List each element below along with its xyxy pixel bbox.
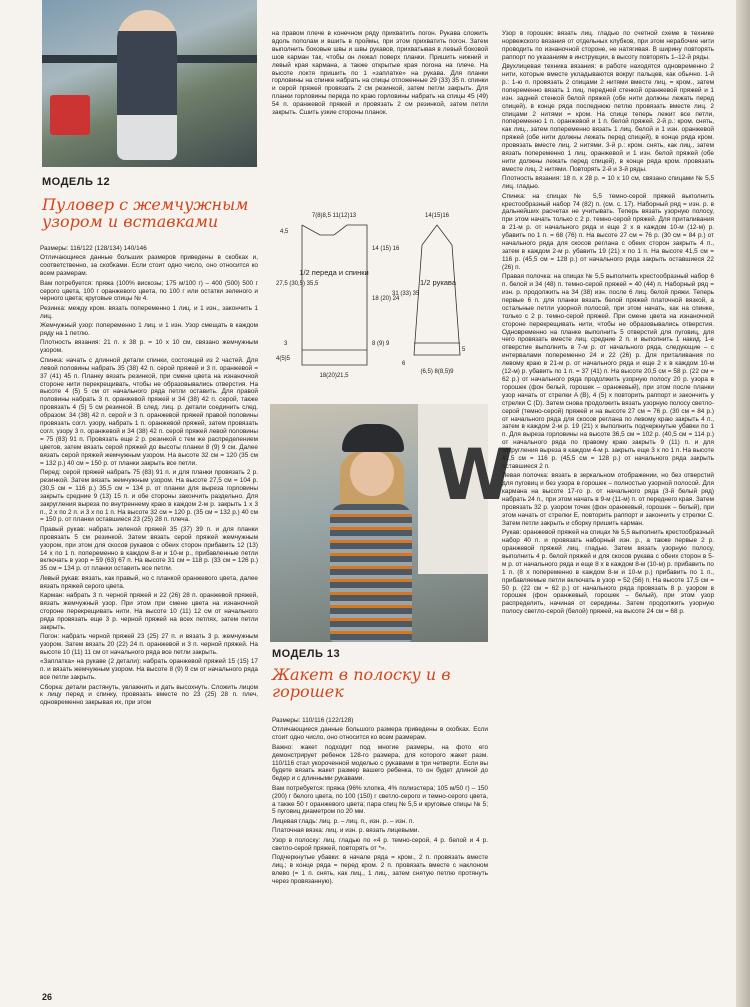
m13-sizes-note: Отличающиеся данные большого размера приведены в скобках. Если стоит одно число, оно относится ко всем размерам. (272, 726, 488, 742)
photo-wall (418, 404, 514, 574)
body-label: 1/2 переда и спинки (299, 268, 369, 277)
model13-instructions-cont (502, 30, 714, 995)
body-outline (302, 225, 367, 365)
m12-patch: «Заплатка» на рукаве (2 детали): набрать оранжевой пряжей 15 (15) 17 п. и вязать жемчужным узором. На высоте 8 (9) 9 см от начального ряда все петли закрыть. (40, 658, 258, 682)
dim-rib2: 4(5)5 (276, 356, 291, 362)
model13-header: МОДЕЛЬ 13 (272, 648, 341, 660)
m13-right-front: Правая полочка: на спицах № 5,5 выполнить крестообразный набор 6 п. белой и 34 (48) п. темно-серой пряжей = 40 (44) п. Наборный ряд = изн. р. продолжить на 34 (38) изн. после 6 лиц. белой пряжи. Теперь первые 6 п. для планки вязать белой пряжей платочной вязкой, а остальные петли узорной полосой, при этом начать, как на спинке, только с 2 р. темно-серой пряжей. При смене цвета на изнаночной стороне перекрещивать нити, чтобы не образовывались отверстия. Одновременно на планке выполнить 5 отверстий для пуговиц, для чего провязать вместе лиц. средние 2 п. и выполнить 1 накид. 1-е отверстие выполнить в 7-м р. от начального ряда, следующие – с интервалами попеременно 24 и 22 (26) р. Для приталивания по левому краю в 21-м р. от начального ряда и еще 2 x в каждом 10-м (12-м) р. убавить по 1 п. = 37 (41) п. На высоте 20,5 см = 58 р. (22 см = 62 р.) от начального ряда продолжить узорную полосу 20 р. узора в горошек (фон белый, горошек – оранжевый), при этом после планки узор начать от стрелки A (B), 4 (5) x повторить раппорт и закончить у стрелки C (D). Затем снова продолжить вязать узорную полосу светло-серой (темно-серой) пряжей и на высоте 27 см = 76 р. (30 см = 84 р.) от начального ряда для скосов реглана по левому краю закрыть 4 п., затем в каждом 2-м р. 19 (21) x выполнить подчеркнутые убавки по 1 п. Для выреза горловины на высоте 36,5 см = 102 р. (40,5 см = 114 р.) от начального ряда по правому краю закрыть 9 (11) п. и для закругления выреза в каждом 4-м р. закрыть еще 3 x по 1 п. На высоте 41,5 см = 116 р. (45,5 см = 128 р.) от начального ряда закрыть оставшиеся 2 п. (502, 273, 714, 470)
m12-materials: Вам потребуется: пряжа (100% вискозы; 175 м/100 г) – 400 (500) 500 г серого цвета, 100 г оранжевого цвета, по 100 г или остатки зеленого и черного цвета; круговые спицы № 4. (40, 279, 258, 303)
m13-stockinette: Лицевая гладь: лиц. р. – лиц. п., изн. р. – изн. п. (272, 817, 415, 825)
model13-instructions (272, 717, 488, 992)
kid-face (350, 450, 394, 496)
m13-materials: Вам потребуется: пряжа (96% хлопка, 4% полиэстера; 105 м/50 г) – 150 (200) г белого цвета, по 100 (150) г светло-серого и темно-серого цвета, а также 50 г оранжевого цвета; пара спиц № 5,5 и круговые спицы № 5; 5 пуговиц диаметром по 20 мм. (272, 784, 488, 816)
dim-rib1: 3 (284, 341, 288, 347)
sleeve-outline (414, 225, 460, 355)
m13-twocolor: Двухлицевая техника вязания: в работе находятся одновременно 2 нити, которые вместе укладываются вокруг пальцев, как обычно. 1-й р.: 1-ю п. провязать 2 спицами 2 нитями вместе лиц. = кром., затем попеременно вязать 1 лиц. передней стенкой оранжевой пряжей и 1 изн. задней стенкой белой пряжей (обе нити должны лежать перед спицей), в конце ряда последнюю петлю провязать вместе лиц. 2 спицами 2 нитями = кром. На спице теперь лежит все петли, попеременно 1 п. оранжевой и 1 п. белой пряжей. 2-й р.: кром. снять, как лиц., затем попеременно вязать 1 лиц. белой и 1 изн. оранжевой пряжей (обе нити должны лежать перед спицей), в конце ряда кром. провязать вместе лиц. 2 нитями. 3-й р.: кром. снять, как лиц., затем вязать попеременно 1 лиц. оранжевой и 1 изн. белой пряжей (обе нити должны лежать перед спицей), в конце ряда кром. провязать вместе лиц. 2 нитями. Повторять 2-й и 3-й ряды. (502, 63, 714, 173)
m12-pocket: Карман: набрать 3 п. черной пряжей и 22 (26) 28 п. оранжевой пряжей, вязать жемчужный узор. При этом при смене цвета на изнаночной стороне перекрещивать нити. На высоте 10 (11) 12 см от начального ряда провязать еще 3 р. черной пряжей на всех петлях, затем петли закрыть. (40, 592, 258, 631)
m13-left-front: Левая полочка: вязать в зеркальном отображении, но без отверстий для пуговиц и без узора в горошек – полностью узорной полосой. Для кармана на высоте 17-го р. от начального ряда (3-й белый ряд) набрать 24 п., при этом начать в 9-м (11-м) п. от переднего края. Затем провязать 32 р. узором точек (фон оранжевый, горошек – белый), при этом начать от стрелки E, повторить раппорт и закончить у стрелки C. Затем петли закрыть и сборку пришить карман. (502, 472, 714, 527)
dim-sleeve-top: 14(15)16 (424, 213, 450, 219)
m13-important: Важно: жакет подходит под многие размеры, на фото его демонстрирует ребенок 128-го размера, для которого жакет разм. 110/116 стал укороченной моделью с рукавами в три четверти. Если вы будете вязать жакет размер вашего ребенка, то он будет длиной до бедер и с длинными рукавами. (272, 743, 488, 783)
dim-neck: 4,5 (280, 229, 289, 235)
dim-top: 7(8)8,5 11(12)13 (311, 213, 357, 219)
m12-seed: Жемчужный узор: попеременно 1 лиц. и 1 изн. Узор смещать в каждом ряду на 1 петлю. (40, 322, 258, 338)
model12-assembly-cont (272, 30, 488, 180)
photo-kid (320, 424, 420, 642)
m12-sleeve-right: Правый рукав: набрать зеленой пряжей 35 (37) 39 п. и для планки провязать 5 см резинкой. Затем вязать серой пряжей жемчужным узором, при этом для скосов рукавов с обеих сторон прибавить 12 (13) 14 x по 1 п. попеременно в каждом 8-м и 10-м р., прибавленные петли включать в узор = 59 (63) 67 п. На высоте 31 см = 118 р. (33 см = 126 р.) 35 см = 134 р. от планки оставить все петли. (40, 525, 258, 573)
dim-sleeve-len: 31 (33) 35 (392, 291, 420, 297)
m13-stripes: Узор в полоску: лиц. гладью по «4 р. темно-серой, 4 р. белой и 4 р. светло-серой пряжей, повторять от *». (272, 836, 488, 852)
photo-girl (117, 10, 177, 160)
model12-title: Пуловер с жемчужным узором и вставками (42, 195, 249, 231)
m12-assembly-cont: на правом плече в конечном ряду прихватить погон. Рукава сложить вдоль пополам и вшить в проймы, при этом прихватить погон. Затем выполнить боковые швы и швы рукавов, прихватывая в левый боковой шов карман так, чтобы он лежал поверх планки. Пришить нижний и левый края кармана, а также открытые края погона на плече. На высоте локтя пришить по 1 «заплатке» на рукава. Для планки горловины на спинке набрать на спицы отложенные 29 (33) 35 п. спинки и серой пряжей провязать 2 см резинкой, затем петли закрыть. Для планки горловины переда по краю горловины набрать на спицы 45 (49) 54 п. оранжевой пряжей и провязать 2 см резинкой, затем петли закрыть. Сшить узкие стороны планок. (272, 30, 488, 117)
dim-lower: 8 (9) 9 (372, 341, 390, 347)
m13-dots: Узор в горошек: вязать лиц. гладью по счетной схеме в технике норвежского вязания от отдельных клубков, при этом нерабочие нити проводить по изнаночной стороне, не натягивая. В ширину повторять раппорт по указаниям в инструкции, в высоту повторять 1–12-й ряды. (502, 30, 714, 61)
m13-back: Спинка: на спицах № 5,5 темно-серой пряжей выполнить крестообразный набор 74 (82) п. (см. с. 17). Наборный ряд = изн. р. в дальнейших расчетах не учитывать. Теперь вязать узорную полосу, при этом начать только с 2 р. темно-серой пряжей. Для приталивания в 21-м р. от начального ряда и еще 2 x в каждом 10-м (12-м) р. убавить по 1 п. = 68 (76) п. На высоте 27 см = 76 р. (30 см = 84 р.) от начального ряда для скосов реглана с обеих сторон закрыть 4 п., затем в каждом 2-м р. убавить 19 (21) x по 1 п. На высоте 41,5 см = 116 р. (45,5 см = 128 р.) от начального ряда закрыть оставшиеся 22 (26) п. (502, 192, 714, 271)
m13-gauge: Плотность вязания: 18 п. x 28 р. = 10 x 10 см, связано спицами № 5,5 лиц. гладью. (502, 175, 714, 191)
m12-epaulette: Погон: набрать черной пряжей 23 (25) 27 п. и вязать 3 р. жемчужным узором. Затем вязать 20 (22) 24 п. оранжевой и 3 п. черной пряжей. На высоте 10 (11) 11 см от начального ряда все петли закрыть. (40, 633, 258, 656)
kid-jacket (330, 504, 412, 642)
model12-instructions (40, 245, 258, 985)
sleeve-label: 1/2 рукава (419, 278, 457, 287)
photo-sign (50, 95, 90, 135)
m12-assembly: Сборка: детали растянуть, увлажнить и дать высохнуть. Сложить лицом к лицу перед и спинку, провязать вместе по 23 (25) 28 п. плеч, одновременно закрывая их, при этом (40, 683, 258, 707)
model12-header: МОДЕЛЬ 12 (42, 176, 111, 188)
page-number: 26 (42, 992, 53, 1002)
m12-sizes: Размеры: 116/122 (128/134) 140/146 (40, 245, 147, 252)
m13-loops: Подчеркнутые убавки: в начале ряда = кром., 2 п. провязать вместе лиц.; в конце ряда = перед кром. 2 п. провязать вместе с наклоном влево (= 1 п. снять, как лиц., 1 лиц., затем снятую петлю протянуть через провязанную). (272, 854, 488, 885)
dim-bottom: 18(20)21,5 (319, 373, 349, 379)
m12-rib: Резинка: между кром. вязать попеременно 1 лиц. и 1 изн., закончить 1 лиц. (40, 304, 258, 320)
m12-front: Перед: серой пряжей набрать 75 (83) 91 п. и для планки провязать 2 р. резинкой. Затем вязать жемчужным узором. На высоте 27,5 см = 104 р. (30,5 см = 116 р.) 35,5 см = 134 р. от планки для выреза горловины закрыть средние 9 (13) 15 п. и обе стороны закончить раздельно. Для закругления выреза по внутреннему краю в каждом 2-м р. закрыть 1 x 3 п., 2 x по 2 п. и 3 x по 1 п. На высоте 32 см = 120 р. (35 см = 132 р.) 40 см = 150 р. от планки оставшиеся 23 (25) 28 п. плеча. (40, 468, 258, 524)
m12-sizes-note: Отличающиеся данные больших размеров приведены в скобках и, соответственно, за скобками. Если стоит одно число, оно относится ко всем размерам. (40, 254, 258, 278)
m13-garter: Платочная вязка: лиц. и изн. р. вязать лицевыми. (272, 827, 420, 835)
m12-gauge: Плотность вязания: 21 п. x 38 р. = 10 x 10 см, связано жемчужным узором. (40, 339, 258, 355)
kid-cap (342, 424, 404, 452)
dim-armhole: 18 (20) 24 (372, 296, 400, 302)
pattern-diagram (272, 205, 488, 380)
m12-back: Спинка: начать с длинной детали спинки, состоящей из 2 частей. Для левой половины набрать 35 (38) 42 п. серой пряжей и 3 п. оранжевой = 37 (41) 45 п. Планку вязать резинкой, при смене цвета на изнаночной стороне нити перекрещивать, чтобы не образовывались отверстия. На высоте 4 (5) 5 см от начального ряда петли оставить. Для правой половины набрать 3 п. оранжевой пряжей и 34 (38) 42 п. серой, также провязать 4 (5) 5 см резинкой. В след. лиц. р. детали соединить след. образом: 34 (38) 42 п. серой и 3 п. оранжевой пряжей правой половины провязать согл. узору, набрать 1 п. оранжевой пряжей, затем провязать согл. узору 3 п. оранжевой и 34 (38) 42 п. серой пряжей левой половины = 75 (83) 91 п. Провязать еще 2 р. резинкой с тем же распределением цветов, затем вязать серой пряжей до высоты планки 8 (9) 9 см. Далее вязать серой пряжей жемчужным узором. На высоте 32 см = 120 (35 см = 132 р.) 40 см = 150 р. от планки закрыть все петли. (40, 356, 258, 467)
wall-graffiti: W (436, 434, 514, 516)
dim-sleeve-bottom: (6,5) 8(8,5)9 (420, 369, 454, 375)
dim-side-left: 27,5 (30,5) 35,5 (276, 281, 319, 287)
model13-photo (270, 404, 514, 642)
m13-sizes: Размеры: 110/116 (122/128) (272, 717, 354, 724)
m13-sleeve: Рукав: оранжевой пряжей на спицах № 5,5 выполнить крестообразный набор 40 п. и провязать наборный изн. р., а также первые 2 р. оранжевой пряжей лиц. гладью. Затем вязать узорную полосу, выполнить 4 р. белой пряжей и для скосов рукава с обеих сторон в 5-м р. от начального ряда и еще 8 x в каждом 8-м (10-м) р. прибавить по 1 п. (8 x попеременно в каждом 8-м и 10-м р.) прибавить по 1 п., прибавляемые петли включать в узор = 52 (56) п. На высоте 17,5 см = 50 р. (22 см = 62 р.) от начального ряда провязать 8 р. узором в горошек (фон оранжевый, горошек – белый), при этом узор распределить, начиная от середины. Затем продолжить узорную полосу светло-серой (белой) пряжей, на высоте 24 см = 68 р. (502, 529, 714, 616)
page-spine (736, 0, 750, 1007)
m12-sleeve-left: Левый рукав: вязать, как правый, но с планкой оранжевого цвета, далее вязать пряжей серого цвета. (40, 574, 258, 590)
dim-sleeve-cuff: 6 (402, 361, 406, 367)
model13-title: Жакет в полоску и в горошек (272, 665, 451, 701)
model12-photo (42, 0, 257, 167)
dim-sleeve-rib: 5 (462, 347, 466, 353)
dim-side-right: 14 (15) 16 (372, 246, 400, 252)
